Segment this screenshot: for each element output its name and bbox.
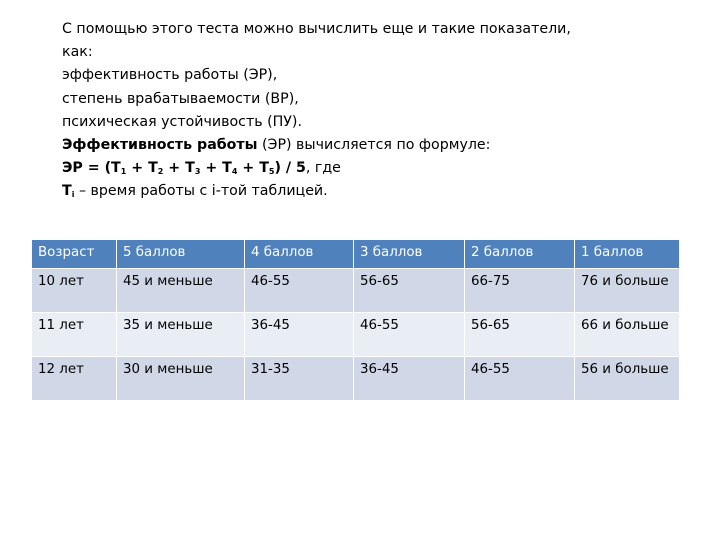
- ti-symbol: $Т_i$: [62, 183, 75, 200]
- table-cell: 56-65: [354, 269, 465, 313]
- table-cell: 46-55: [245, 269, 354, 313]
- intro-line: С помощью этого теста можно вычислить еще и такие показатели,: [62, 21, 571, 37]
- ti-definition-text: – время работы с i-той таблицей.: [74, 183, 328, 200]
- ti-definition: [62, 180, 662, 203]
- header-cell: 5 баллов: [117, 240, 245, 269]
- table-cell: 46-55: [465, 357, 575, 401]
- table-row: [32, 357, 680, 401]
- table-cell: 31-35: [245, 357, 354, 401]
- intro-line: степень врабатываемости (ВР),: [62, 90, 299, 107]
- table-cell: 12 лет: [32, 357, 117, 401]
- table-cell: 66 и больше: [575, 313, 680, 357]
- table-row: [32, 313, 680, 357]
- intro-line: психическая устойчивость (ПУ).: [62, 113, 302, 130]
- table-cell: 35 и меньше: [117, 313, 245, 357]
- formula: [62, 157, 662, 180]
- intro-line: эффективность работы (ЭР),: [62, 67, 278, 84]
- formula-intro-rest: (ЭР) вычисляется по формуле:: [257, 137, 491, 154]
- table-cell: 30 и меньше: [117, 357, 245, 401]
- formula-term: Эффективность работы: [62, 137, 258, 154]
- header-cell: 3 баллов: [354, 240, 465, 269]
- intro-text: [62, 18, 662, 204]
- table-cell: 56-65: [465, 313, 575, 357]
- table-row: [32, 269, 680, 313]
- grades-table: [31, 239, 680, 401]
- table-cell: 76 и больше: [575, 269, 680, 313]
- intro-line: как:: [62, 44, 93, 61]
- header-cell: 4 баллов: [245, 240, 354, 269]
- table-cell: 36-45: [354, 357, 465, 401]
- table-header-row: [32, 240, 680, 269]
- formula-expression: ЭР = $(Т_1 + Т_2 + Т_3 + Т_4 + Т_5) / 5$: [62, 160, 306, 177]
- table-cell: 56 и больше: [575, 357, 680, 401]
- table-cell: 36-45: [245, 313, 354, 357]
- header-cell: Возраст: [32, 240, 117, 269]
- table-cell: 66-75: [465, 269, 575, 313]
- table-cell: 45 и меньше: [117, 269, 245, 313]
- formula-intro-line: [62, 134, 662, 157]
- table-cell: 46-55: [354, 313, 465, 357]
- table-cell: 11 лет: [32, 313, 117, 357]
- header-cell: 1 баллов: [575, 240, 680, 269]
- formula-tail: , где: [305, 160, 341, 177]
- table-cell: 10 лет: [32, 269, 117, 313]
- header-cell: 2 баллов: [465, 240, 575, 269]
